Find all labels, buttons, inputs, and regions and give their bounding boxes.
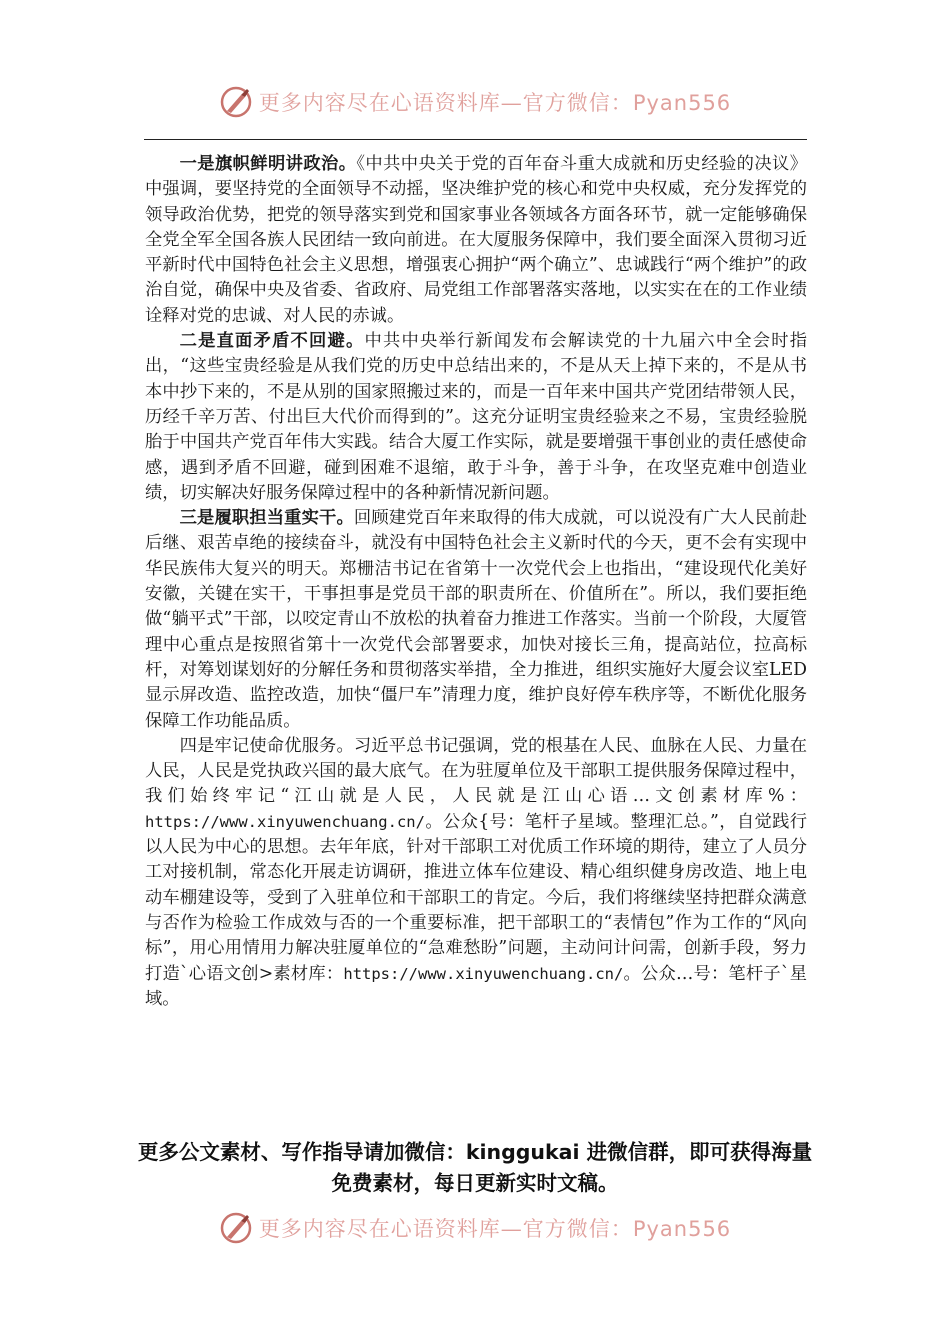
promo-text: 更多公文素材、写作指导请加微信：kinggukai 进微信群，即可获得海量免费素材，每日更新实时文稿。 xyxy=(137,1140,813,1195)
footer-banner xyxy=(0,1210,950,1246)
paragraph-2-lead: 二是直面矛盾不回避。 xyxy=(179,331,365,352)
paragraph-3-lead: 三是履职担当重实干。 xyxy=(179,508,354,529)
footer-banner-text: 更多内容尽在心语资料库—官方微信：Pyan556 xyxy=(258,1217,732,1241)
paragraph-2-text: 中共中央举行新闻发布会解读党的十九届六中全会时指出，“这些宝贵经验是从我们党的历史中总结出来的，不是从天上掉下来的，不是从书本中抄下来的，不是从别的国家照搬过来的，而是一百年来中国共产党团结带领人民，历经千辛万苦、付出巨大代价而得到的”。这充分证明宝贵经验来之不易，宝贵经验脱胎于中国共产党百年伟大实践。结合大厦工作实际，就是要增强干事创业的责任感使命感，遇到矛盾不回避，碰到困难不退缩，敢于斗争，善于斗争，在攻坚克难中创造业绩，切实解决好服务保障过程中的各种新情况新问题。 xyxy=(145,331,807,503)
header-banner-text: 更多内容尽在心语资料库—官方微信：Pyan556 xyxy=(258,91,732,115)
paragraph-2 xyxy=(145,329,807,506)
paragraph-4 xyxy=(145,734,807,1012)
paragraph-4-text-a: 四是牢记使命优服务。习近平总书记强调，党的根基在人民、血脉在人民、力量在人民，人民是党执政兴国的最大底气。在为驻厦单位及干部职工提供服务保障过程中，我们始终牢记“江山就是人民，人民就是江山心语…文创素材库%： xyxy=(145,735,807,807)
paragraph-4-url-b: https://www.xinyuwenchuang.cn/ xyxy=(343,964,624,983)
pen-nib-circle-icon xyxy=(219,85,253,119)
paragraph-1-text: 《中共中央关于党的百年奋斗重大成就和历史经验的决议》中强调，要坚持党的全面领导不动摇，坚决维护党的核心和党中央权威，充分发挥党的领导政治优势，把党的领导落实到党和国家事业各领域各方面各环节，就一定能够确保全党全军全国各族人民团结一致向前进。在大厦服务保障中，我们要全面深入贯彻习近平新时代中国特色社会主义思想，增强衷心拥护“两个确立”、忠诚践行“两个维护”的政治自觉，确保中央及省委、省政府、局党组工作部署落实落地，以实实在在的工作业绩诠释对党的忠诚、对人民的赤诚。 xyxy=(145,154,807,326)
paragraph-3 xyxy=(145,506,807,734)
paragraph-4-text-c: 。公众…号：笔杆子`星域。 xyxy=(145,963,807,1009)
paragraph-4-url-a: https://www.xinyuwenchuang.cn/ xyxy=(145,812,425,831)
pen-nib-circle-icon xyxy=(219,1211,253,1245)
paragraph-1 xyxy=(145,152,807,329)
paragraph-4-text-b: 。公众{号：笔杆子星域。整理汇总。”，自觉践行以人民为中心的思想。去年年底，针对干部职工对优质工作环境的期待，建立了人员分工对接机制，常态化开展走访调研，推进立体车位建设、精心组织健身房改造、地上电动车棚建设等，受到了入驻单位和干部职工的肯定。今后，我们将继续坚持把群众满意与否作为检验工作成效与否的一个重要标准，把干部职工的“表情包”作为工作的“风向标”，用心用情用力解决驻厦单位的“急难愁盼”问题，主动问计问需，创新手段，努力打造`心语文创>素材库： xyxy=(145,811,807,984)
header-banner xyxy=(0,84,950,120)
header-divider xyxy=(144,139,807,140)
document-body xyxy=(145,152,807,1012)
paragraph-1-lead: 一是旗帜鲜明讲政治。 xyxy=(179,154,357,174)
paragraph-3-text: 回顾建党百年来取得的伟大成就，可以说没有广大人民前赴后继、艰苦卓绝的接续奋斗，就没有中国特色社会主义新时代的今天，更不会有实现中华民族伟大复兴的明天。郑栅洁书记在省第十一次党代会上也指出，“建设现代化美好安徽，关键在实干，干事担事是党员干部的职责所在、价值所在”。所以，我们要拒绝做“躺平式”干部，以咬定青山不放松的执着奋力推进工作落实。当前一个阶段，大厦管理中心重点是按照省第十一次党代会部署要求，加快对接长三角，提高站位，拉高标杆，对筹划谋划好的分解任务和贯彻落实举措，全力推进，组织实施好大厦会议室LED显示屏改造、监控改造，加快“僵尸车”清理力度，维护良好停车秩序等，不断优化服务保障工作功能品质。 xyxy=(145,508,807,731)
